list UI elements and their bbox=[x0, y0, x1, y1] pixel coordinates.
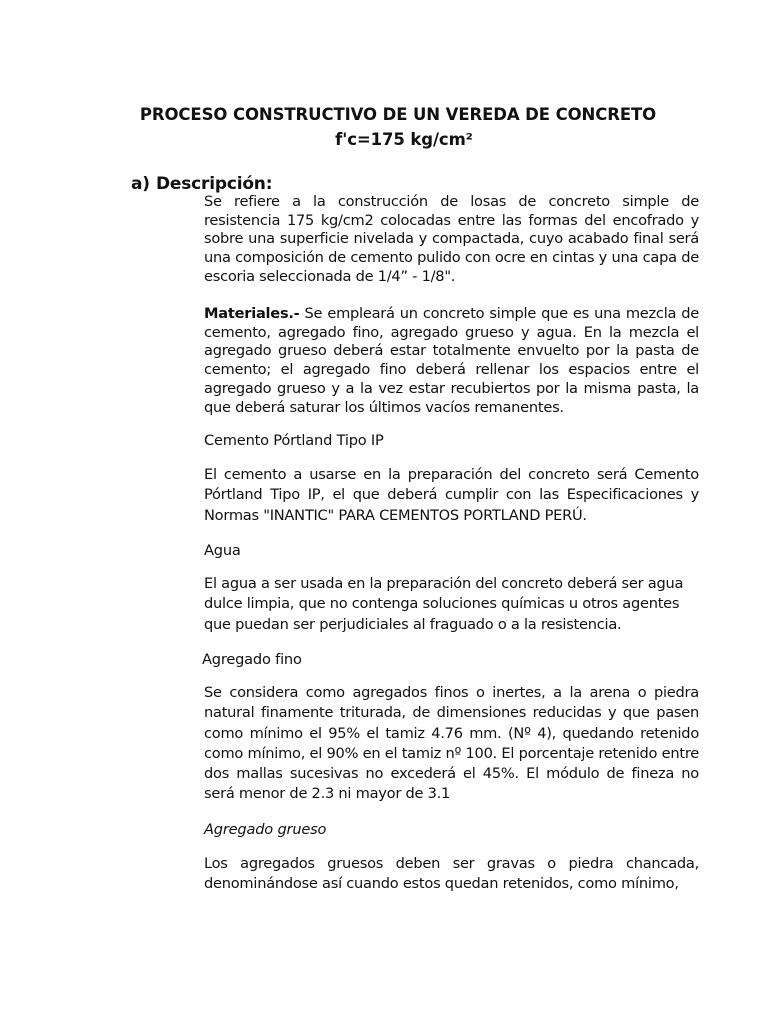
materiales-text: Se empleará un concreto simple que es una mezcla de cemento, agregado fino, agregado grueso y agua. En la mezcla el agregado grueso deberá estar totalmente envuelto por la pasta de cemento; el agregado fino deberá rellenar los espacios entre el agregado grueso y a la vez estar recubiertos por la misma pasta, la que deberá saturar los últimos vacíos remanentes. bbox=[204, 305, 699, 416]
agua-heading: Agua bbox=[204, 542, 241, 559]
agua-paragraph: El agua a ser usada en la preparación del concreto deberá ser agua dulce limpia, que no contenga soluciones químicas u otros agentes que puedan ser perjudiciales al fraguado o a la resistencia. bbox=[204, 575, 684, 633]
document-title: PROCESO CONSTRUCTIVO DE UN VEREDA DE CONCRETO bbox=[139, 105, 657, 124]
agregado-grueso-paragraph: Los agregados gruesos deben ser gravas o piedra chancada, denominándose así cuando estos quedan retenidos, como mínimo, bbox=[204, 855, 699, 893]
agregado-grueso-heading: Agregado grueso bbox=[204, 821, 327, 838]
descripcion-paragraph: Se refiere a la construcción de losas de concreto simple de resistencia 175 kg/cm2 colocadas entre las formas del encofrado y sobre una superficie nivelada y compactada, cuyo acabado final será una composición de cemento pulido con ocre en cintas y una capa de escoria seleccionada de 1/4” - 1/8". bbox=[204, 193, 699, 285]
section-marker: a) bbox=[131, 174, 150, 194]
cemento-heading: Cemento Pórtland Tipo IP bbox=[204, 432, 384, 449]
document-subtitle: f'c=175 kg/cm² bbox=[335, 130, 473, 149]
section-heading-descripcion bbox=[131, 174, 272, 194]
agregado-fino-paragraph: Se considera como agregados finos o inertes, a la arena o piedra natural finamente triturada, de dimensiones reducidas y que pasen como mínimo el 95% el tamiz 4.76 mm. (Nº 4), quedando retenido como mínimo, el 90% en el tamiz nº 100. El porcentaje retenido entre dos mallas sucesivas no excederá el 45%. El módulo de fineza no será menor de 2.3 ni mayor de 3.1 bbox=[204, 684, 699, 803]
cemento-paragraph: El cemento a usarse en la preparación del concreto será Cemento Pórtland Tipo IP, el que deberá cumplir con las Especificaciones y Normas "INANTIC" PARA CEMENTOS PORTLAND PERÚ. bbox=[204, 466, 699, 524]
materiales-paragraph bbox=[204, 305, 699, 417]
materiales-label: Materiales.- bbox=[204, 305, 300, 322]
agregado-fino-heading: Agregado fino bbox=[202, 651, 302, 668]
section-heading-text: Descripción: bbox=[156, 174, 273, 194]
